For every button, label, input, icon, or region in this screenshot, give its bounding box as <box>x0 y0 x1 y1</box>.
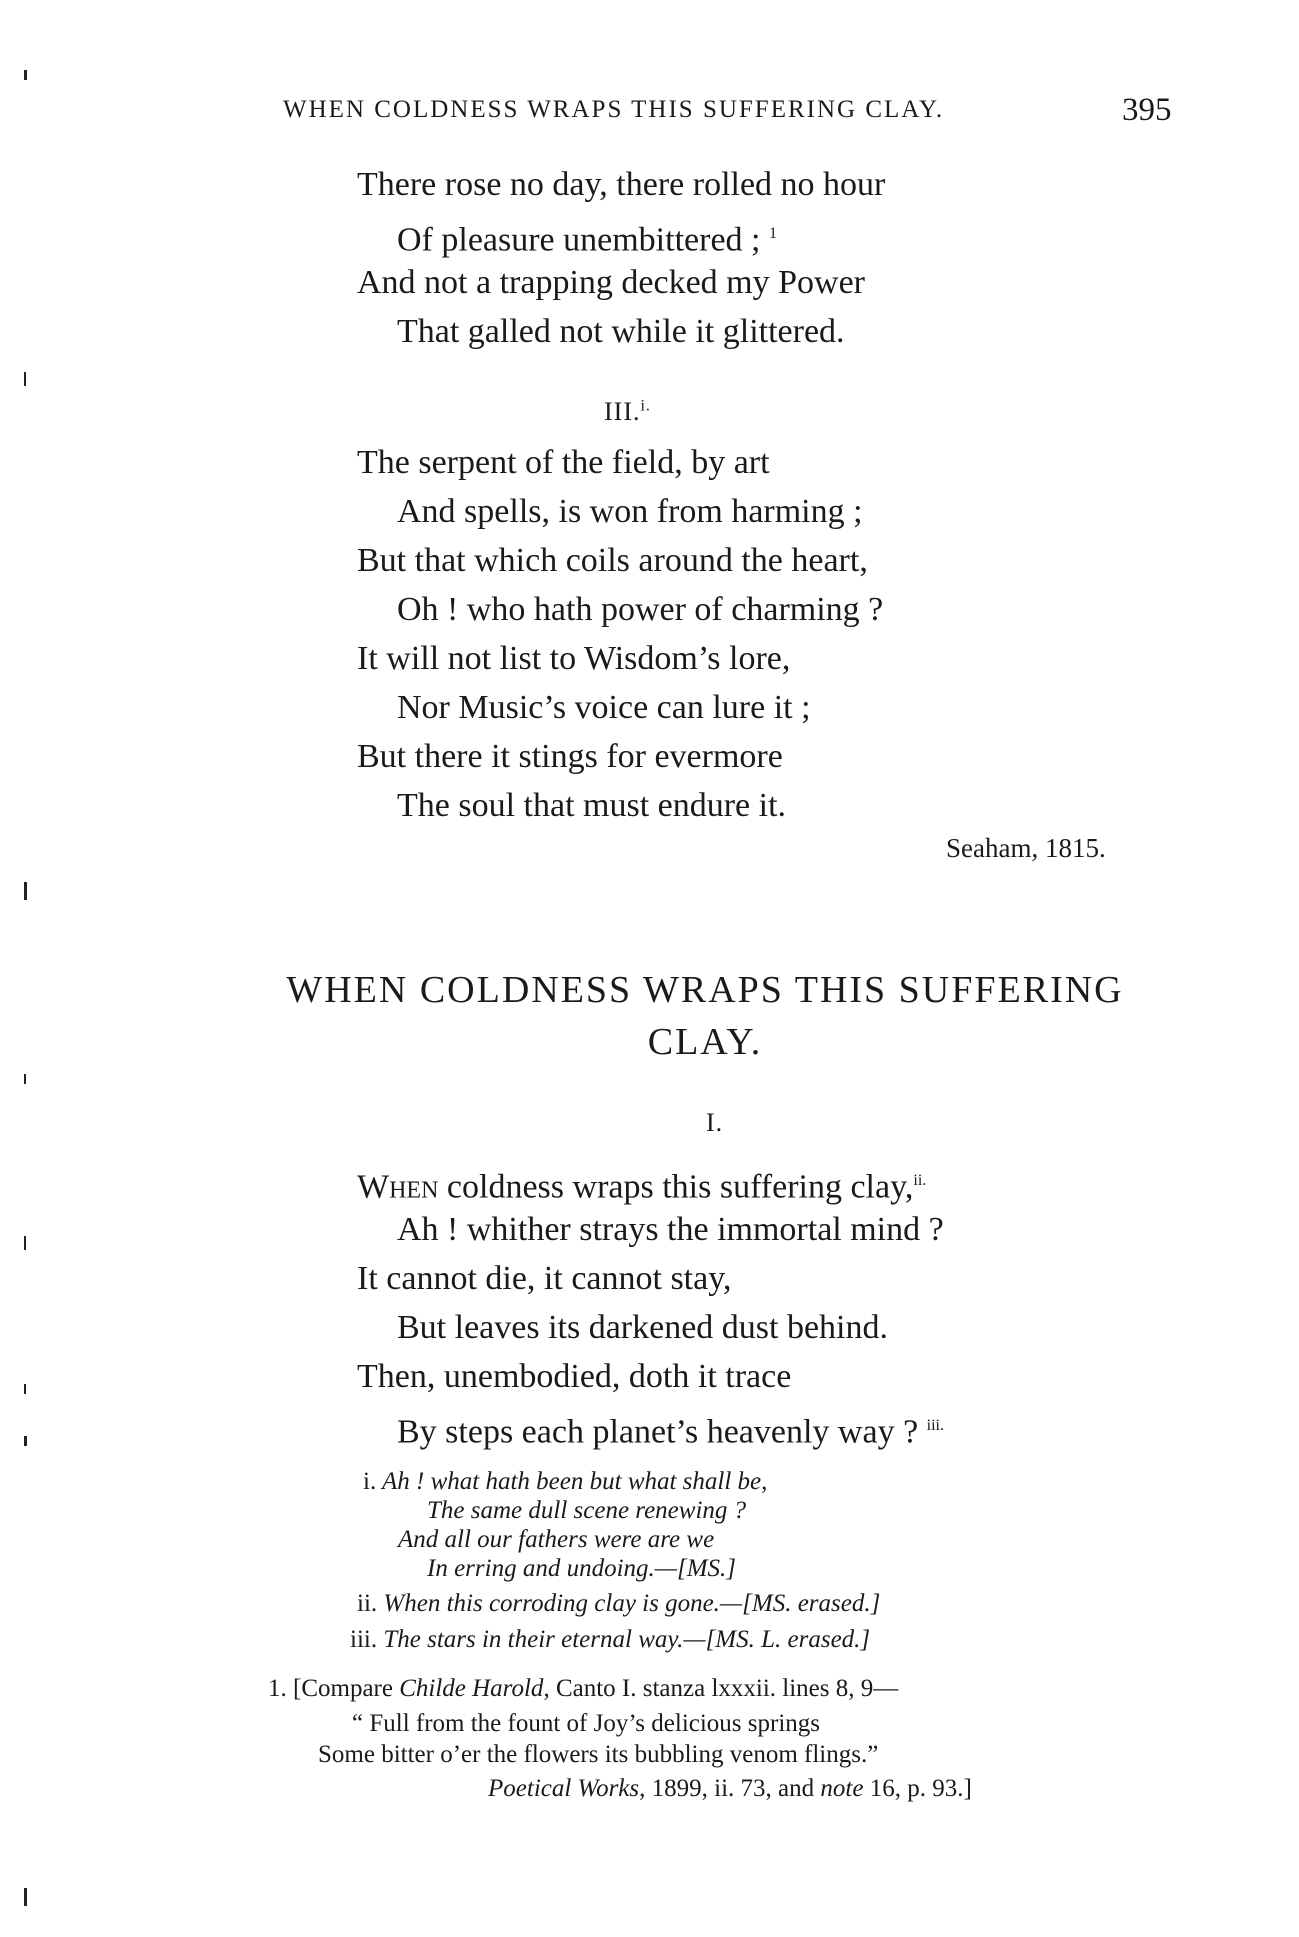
first-word: When <box>357 1168 439 1206</box>
footnote-label: iii. <box>350 1626 378 1653</box>
poem-title-line: WHEN COLDNESS WRAPS THIS SUFFERING <box>286 969 1124 1011</box>
note-label: 1. <box>268 1675 287 1702</box>
work-title: Poetical Works <box>488 1775 640 1802</box>
verse-line: It will not list to Wisdom’s lore, <box>357 640 791 677</box>
footnote-ref: iii. <box>926 1417 944 1434</box>
place-date: Seaham, 1815. <box>946 833 1106 863</box>
verse-line: Nor Music’s voice can lure it ; <box>397 689 811 726</box>
verse-line: Oh ! who hath power of charming ? <box>397 591 884 628</box>
note-quote: “ Full from the fount of Joy’s delicious springs <box>352 1710 821 1737</box>
verse-line: The serpent of the field, by art <box>357 444 770 481</box>
verse-line: There rose no day, there rolled no hour <box>357 166 886 203</box>
footnote-line: The same dull scene renewing ? <box>427 1497 747 1524</box>
margin-speck <box>24 1384 26 1394</box>
verse-line: Then, unembodied, doth it trace <box>357 1358 792 1395</box>
footnote-line: ii. When this corroding clay is gone.—[MS. erased.] <box>357 1590 881 1617</box>
note-source: Poetical Works, 1899, ii. 73, and note 16, p. 93.] <box>488 1775 972 1802</box>
footnote-label: i. <box>363 1468 377 1495</box>
verse-line: But leaves its darkened dust behind. <box>397 1309 889 1346</box>
running-title: WHEN COLDNESS WRAPS THIS SUFFERING CLAY. <box>283 96 945 123</box>
note-line: 1. [Compare Childe Harold, Canto I. stanza lxxxii. lines 8, 9— <box>268 1675 899 1702</box>
margin-speck <box>24 1888 27 1906</box>
margin-speck <box>24 882 27 900</box>
page-number: 395 <box>1122 92 1172 128</box>
verse-line: It cannot die, it cannot stay, <box>357 1260 732 1297</box>
verse-line: When coldness wraps this suffering clay,$^{ii.}$ <box>357 1168 927 1206</box>
verse-line: Ah ! whither strays the immortal mind ? <box>397 1211 944 1248</box>
note-quote: Some bitter o’er the flowers its bubbling venom flings.” <box>318 1741 879 1768</box>
verse-line: And spells, is won from harming ; <box>397 493 863 530</box>
verse-line: But that which coils around the heart, <box>357 542 868 579</box>
footnote-line: In erring and undoing.—[MS.] <box>427 1555 737 1582</box>
margin-speck <box>24 1074 26 1084</box>
verse-line: But there it stings for evermore <box>357 738 783 775</box>
work-title: Childe Harold <box>399 1675 544 1702</box>
footnote-line: And all our fathers were are we <box>398 1526 715 1553</box>
footnote-line: iii. The stars in their eternal way.—[MS. L. erased.] <box>350 1626 871 1653</box>
margin-speck <box>24 1236 26 1250</box>
verse-line: And not a trapping decked my Power <box>357 264 865 301</box>
footnote-ref: i. <box>640 397 651 415</box>
footnote-ref: 1 <box>768 225 777 242</box>
verse-line: Of pleasure unembittered ; $^1$ <box>397 221 777 259</box>
margin-speck <box>24 372 26 386</box>
section-number: I. <box>706 1108 724 1137</box>
poem-title-line: CLAY. <box>647 1021 763 1063</box>
footnote-line: i. Ah ! what hath been but what shall be, <box>363 1468 768 1495</box>
verse-line: By steps each planet’s heavenly way ? $^{iii.}$ <box>397 1413 944 1451</box>
footnote-ref: ii. <box>913 1172 927 1189</box>
verse-line: The soul that must endure it. <box>397 787 787 824</box>
margin-speck <box>24 70 27 80</box>
verse-line: That galled not while it glittered. <box>397 313 845 350</box>
footnote-label: ii. <box>357 1590 378 1617</box>
margin-speck <box>24 1436 27 1446</box>
poem-title <box>230 964 1180 1068</box>
section-number: III.$^{i.}$ <box>604 397 651 426</box>
